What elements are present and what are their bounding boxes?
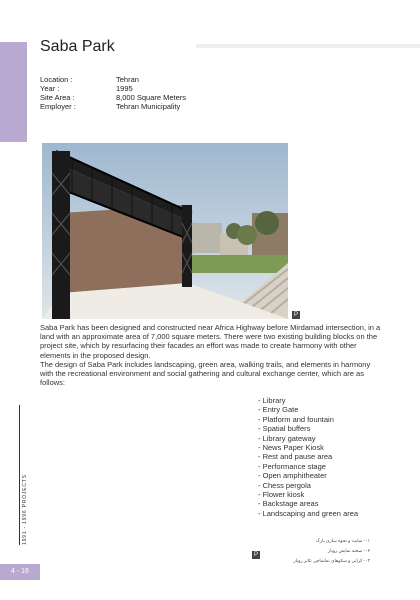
info-location [40, 75, 186, 84]
list-item: - Backstage areas [258, 499, 319, 509]
list-item: - Entry Gate [258, 405, 299, 415]
accent-bar [0, 42, 27, 142]
park-photo [42, 143, 288, 319]
list-item: - Landscaping and green area [258, 508, 359, 518]
list-item: - Library gateway [258, 433, 316, 443]
info-label: Location : [40, 75, 73, 84]
info-value: Tehran Municipality [116, 102, 181, 111]
farsi-caption: ۰۲- صحنه نمایش روباز [328, 548, 370, 553]
list-item: - Open amphitheater [258, 471, 327, 481]
elements-list [258, 396, 358, 518]
list-item: - Chess pergola [258, 480, 311, 490]
info-value: Tehran [116, 75, 139, 84]
project-info [40, 75, 186, 111]
list-item: - Platform and fountain [258, 414, 334, 424]
info-site-area [40, 93, 186, 102]
photo-badge: P [293, 312, 298, 318]
amphitheater-stage-illustration [42, 143, 288, 319]
list-item: - Rest and pause area [258, 452, 333, 462]
info-year [40, 84, 186, 93]
info-value: 8,000 Square Meters [116, 93, 187, 102]
farsi-caption: ۰۱- سایت و نحوه سازی پارک [315, 538, 370, 543]
side-rule [19, 405, 20, 545]
page-number: 4 - 16 [0, 564, 40, 580]
list-item: - Performance stage [258, 461, 326, 471]
info-label: Site Area : [40, 93, 75, 102]
description-paragraph: The design of Saba Park includes landscaping, green area, walking trails, and elements in harmony with the recreational environment and social gathering and cultural exchange center, which are as follows: [40, 359, 371, 388]
farsi-caption: ۰۳- کرانی و سکوهای تماشاچی تئاتر روباز [293, 558, 370, 563]
farsi-captions [270, 536, 370, 566]
side-section-label: 1991 - 1996 PROJECTS [22, 474, 28, 545]
info-value: 1995 [116, 84, 133, 93]
caption-badge: P [253, 552, 258, 558]
info-label: Employer : [40, 102, 76, 111]
list-item: - Spatial buffers [258, 424, 311, 434]
header-rule [196, 44, 420, 48]
list-item: - Flower kiosk [258, 490, 305, 500]
info-label: Year : [40, 84, 60, 93]
description [40, 323, 382, 387]
page-title: Saba Park [40, 38, 115, 55]
list-item: - News Paper Kiosk [258, 443, 324, 453]
list-item: - Library [258, 396, 286, 405]
info-employer [40, 102, 186, 111]
description-paragraph: Saba Park has been designed and constructed near Africa Highway before Mirdamad intersection, in a land with an approximate area of 7,000 square meters. There were two existing building blocks on the project site, which by resurfacing their facades an effort was made to create harmony with other elements in the proposed design. [40, 323, 381, 360]
